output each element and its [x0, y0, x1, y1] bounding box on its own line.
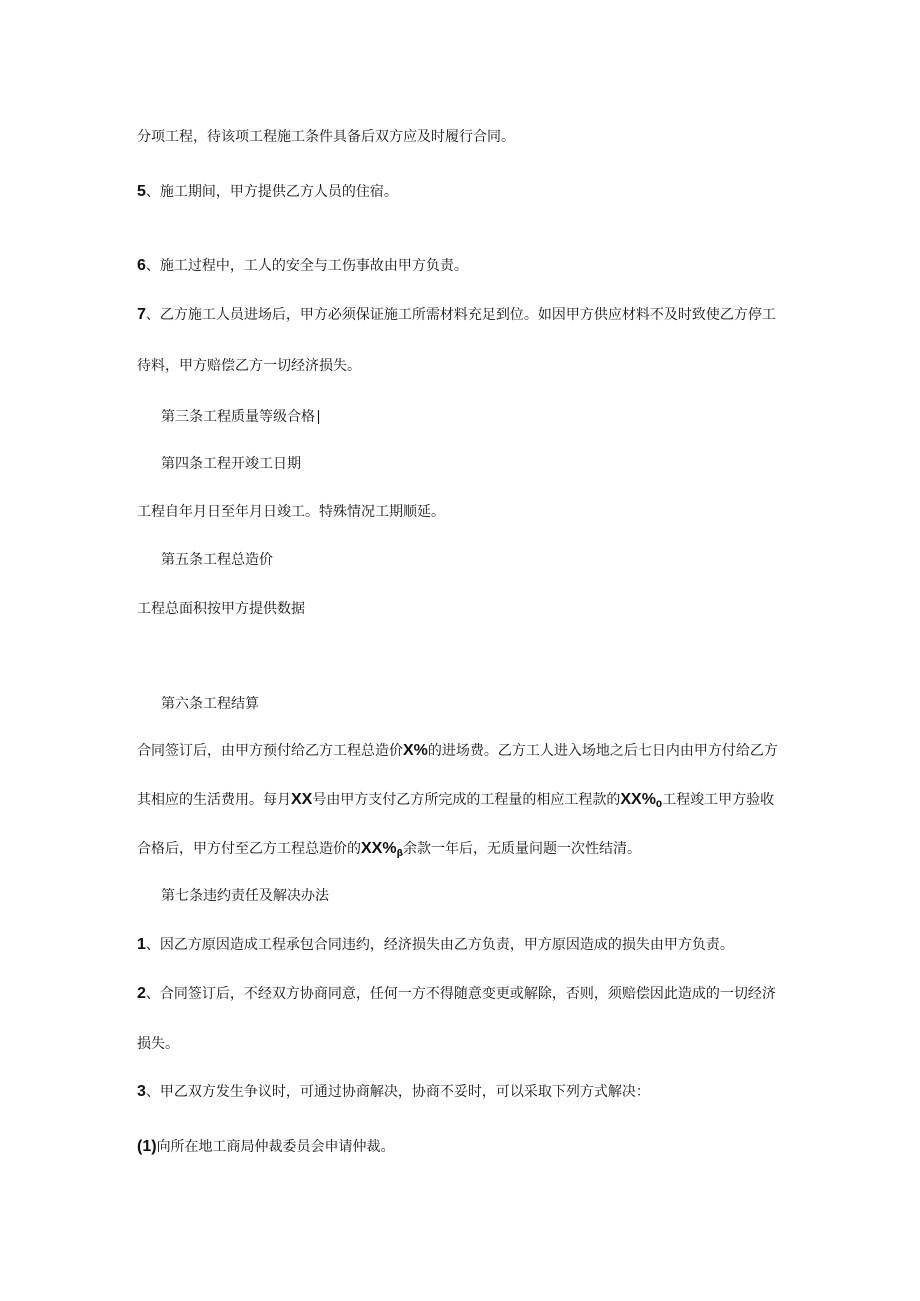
- settlement-line-2: [137, 791, 774, 814]
- progress-percent-subscript: 0: [655, 800, 663, 810]
- dispute-option-1-number: (1): [137, 1138, 157, 1155]
- clause-6-text: 、施工过程中，工人的安全与工伤事故由甲方负责。: [145, 258, 468, 274]
- advance-percent: X%: [403, 742, 428, 759]
- article-3-heading: 第三条工程质量等级合格∣: [161, 409, 322, 425]
- total-area-text: 工程总面积按甲方提供数据: [137, 601, 305, 617]
- clause-7-text: 、乙方施工人员进场后，甲方必须保证施工所需材料充足到位。如因甲方供应材料不及时致使乙方停工: [145, 307, 776, 323]
- dispute-option-1: [137, 1138, 395, 1156]
- clause-5: [137, 183, 398, 201]
- dispute-option-1-text: 向所在地工商局仲裁委员会申请仲裁。: [156, 1139, 395, 1155]
- liability-clause-2-number: 2: [137, 985, 146, 1002]
- settlement-line-1-a: 合同签订后，由甲方预付给乙方工程总造价: [137, 743, 403, 759]
- settlement-line-2-c: 号由甲方支付乙方所完成的工程量的相应工程款的: [312, 792, 621, 808]
- liability-clause-3-text: 、甲乙双方发生争议时，可通过协商解决，协商不妥时，可以采取下列方式解决：: [145, 1084, 650, 1100]
- settlement-line-3-d: 余款一年后，无质量问题一次性结清。: [403, 841, 642, 857]
- settlement-line-2-f: 工程竣工甲方验收: [662, 792, 775, 808]
- liability-clause-1-number: 1: [137, 936, 146, 953]
- liability-clause-2-continued: 损失。: [137, 1036, 179, 1052]
- construction-period-text: 工程自年月日至年月日竣工。特殊情况工期顺延。: [137, 504, 445, 520]
- payment-day: XX: [291, 791, 313, 808]
- final-percent-subscript: β: [396, 849, 404, 859]
- final-percent: XX%: [361, 840, 397, 857]
- settlement-line-1: [137, 742, 778, 760]
- clause-6: [137, 257, 468, 275]
- liability-clause-3-number: 3: [137, 1083, 146, 1100]
- article-6-heading: 第六条工程结算: [161, 696, 259, 712]
- settlement-line-2-a: 其相应的生活费用。每月: [137, 792, 291, 808]
- clause-5-number: 5: [137, 183, 146, 200]
- liability-clause-2-text: 、合同签订后，不经双方协商同意，任何一方不得随意变更或解除，否则，须赔偿因此造成的一切经济: [145, 986, 776, 1002]
- clause-5-text: 、施工期间，甲方提供乙方人员的住宿。: [145, 184, 398, 200]
- settlement-line-3-a: 合格后，甲方付至乙方工程总造价的: [137, 841, 361, 857]
- liability-clause-1-text: 、因乙方原因造成工程承包合同违约，经济损失由乙方负责，甲方原因造成的损失由甲方负责。: [145, 937, 734, 953]
- liability-clause-2: [137, 985, 776, 1003]
- liability-clause-1: [137, 936, 734, 954]
- clause-6-number: 6: [137, 257, 146, 274]
- clause-7-continued: 待料，甲方赔偿乙方一切经济损失。: [137, 358, 361, 374]
- settlement-line-1-c: 的进场费。乙方工人进入场地之后七日内由甲方付给乙方: [427, 743, 778, 759]
- article-4-heading: 第四条工程开竣工日期: [161, 456, 301, 472]
- settlement-line-3: [137, 840, 641, 863]
- text-line-1: 分项工程，待该项工程施工条件具备后双方应及时履行合同。: [137, 129, 515, 145]
- clause-7-number: 7: [137, 306, 146, 323]
- article-5-heading: 第五条工程总造价: [161, 552, 273, 568]
- liability-clause-3: [137, 1083, 650, 1101]
- article-7-heading: 第七条违约责任及解决办法: [161, 888, 329, 904]
- progress-percent: XX%: [620, 791, 656, 808]
- clause-7: [137, 306, 776, 324]
